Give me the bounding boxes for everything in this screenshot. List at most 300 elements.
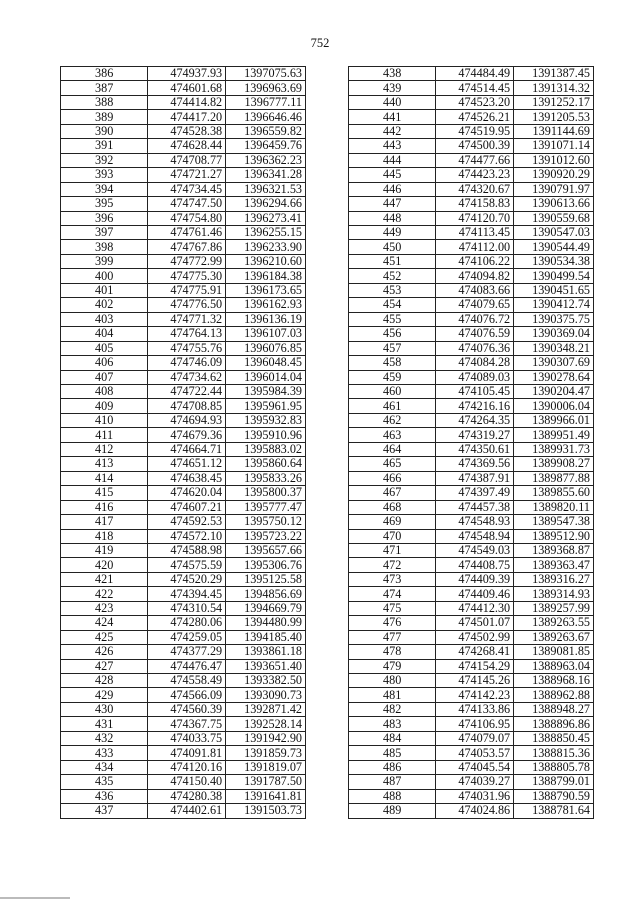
y-coordinate-cell: 1390307.69: [514, 356, 594, 370]
y-coordinate-cell: 1390544.49: [514, 240, 594, 254]
point-number-cell: 396: [61, 211, 148, 225]
point-number-cell: 393: [61, 168, 148, 182]
x-coordinate-cell: 474412.30: [436, 601, 514, 615]
x-coordinate-cell: 474476.47: [148, 659, 226, 673]
table-row: [61, 731, 306, 745]
x-coordinate-cell: 474560.39: [148, 702, 226, 716]
point-number-cell: 425: [61, 630, 148, 644]
x-coordinate-cell: 474477.66: [436, 153, 514, 167]
y-coordinate-cell: 1392528.14: [226, 717, 306, 731]
y-coordinate-cell: 1389951.49: [514, 428, 594, 442]
point-number-cell: 464: [349, 442, 436, 456]
y-coordinate-cell: 1391144.69: [514, 124, 594, 138]
point-number-cell: 392: [61, 153, 148, 167]
table-row: [349, 240, 594, 254]
y-coordinate-cell: 1392871.42: [226, 702, 306, 716]
table-row: [61, 601, 306, 615]
x-coordinate-cell: 474350.61: [436, 442, 514, 456]
x-coordinate-cell: 474734.62: [148, 370, 226, 384]
y-coordinate-cell: 1397075.63: [226, 67, 306, 81]
table-row: [349, 168, 594, 182]
point-number-cell: 462: [349, 413, 436, 427]
table-row: [61, 500, 306, 514]
point-number-cell: 482: [349, 702, 436, 716]
point-number-cell: 407: [61, 370, 148, 384]
point-number-cell: 387: [61, 81, 148, 95]
table-row: [349, 254, 594, 268]
y-coordinate-cell: 1393651.40: [226, 659, 306, 673]
x-coordinate-cell: 474377.29: [148, 645, 226, 659]
x-coordinate-cell: 474076.72: [436, 312, 514, 326]
table-row: [61, 124, 306, 138]
x-coordinate-cell: 474755.76: [148, 341, 226, 355]
y-coordinate-cell: 1396233.90: [226, 240, 306, 254]
y-coordinate-cell: 1394480.99: [226, 616, 306, 630]
point-number-cell: 467: [349, 486, 436, 500]
y-coordinate-cell: 1391252.17: [514, 95, 594, 109]
point-number-cell: 419: [61, 543, 148, 557]
table-row: [61, 341, 306, 355]
table-row: [349, 370, 594, 384]
x-coordinate-cell: 474767.86: [148, 240, 226, 254]
table-row: [61, 529, 306, 543]
x-coordinate-cell: 474572.10: [148, 529, 226, 543]
table-row: [349, 95, 594, 109]
table-row: [61, 746, 306, 760]
y-coordinate-cell: 1396459.76: [226, 139, 306, 153]
x-coordinate-cell: 474754.80: [148, 211, 226, 225]
table-row: [61, 298, 306, 312]
table-row: [61, 486, 306, 500]
y-coordinate-cell: 1395961.95: [226, 399, 306, 413]
table-row: [349, 760, 594, 774]
y-coordinate-cell: 1389316.27: [514, 572, 594, 586]
point-number-cell: 391: [61, 139, 148, 153]
x-coordinate-cell: 474764.13: [148, 327, 226, 341]
x-coordinate-cell: 474053.57: [436, 746, 514, 760]
point-number-cell: 456: [349, 327, 436, 341]
table-row: [349, 731, 594, 745]
table-row: [61, 384, 306, 398]
point-number-cell: 477: [349, 630, 436, 644]
x-coordinate-cell: 474414.82: [148, 95, 226, 109]
x-coordinate-cell: 474113.45: [436, 225, 514, 239]
x-coordinate-cell: 474106.22: [436, 254, 514, 268]
table-row: [349, 269, 594, 283]
y-coordinate-cell: 1389512.90: [514, 529, 594, 543]
table-row: [349, 153, 594, 167]
point-number-cell: 410: [61, 413, 148, 427]
y-coordinate-cell: 1396559.82: [226, 124, 306, 138]
x-coordinate-cell: 474423.23: [436, 168, 514, 182]
table-row: [349, 804, 594, 818]
scan-edge-mark: [0, 897, 70, 899]
table-row: [349, 659, 594, 673]
point-number-cell: 480: [349, 674, 436, 688]
y-coordinate-cell: 1390534.38: [514, 254, 594, 268]
x-coordinate-cell: 474264.35: [436, 413, 514, 427]
y-coordinate-cell: 1393090.73: [226, 688, 306, 702]
point-number-cell: 445: [349, 168, 436, 182]
y-coordinate-cell: 1389363.47: [514, 558, 594, 572]
point-number-cell: 469: [349, 515, 436, 529]
point-number-cell: 416: [61, 500, 148, 514]
table-row: [61, 240, 306, 254]
table-row: [61, 471, 306, 485]
x-coordinate-cell: 474502.99: [436, 630, 514, 644]
y-coordinate-cell: 1393382.50: [226, 674, 306, 688]
point-number-cell: 441: [349, 110, 436, 124]
table-row: [61, 674, 306, 688]
table-row: [349, 124, 594, 138]
x-coordinate-cell: 474158.83: [436, 197, 514, 211]
table-row: [349, 81, 594, 95]
x-coordinate-cell: 474548.94: [436, 529, 514, 543]
point-number-cell: 442: [349, 124, 436, 138]
y-coordinate-cell: 1395910.96: [226, 428, 306, 442]
y-coordinate-cell: 1390348.21: [514, 341, 594, 355]
y-coordinate-cell: 1389855.60: [514, 486, 594, 500]
table-row: [349, 67, 594, 81]
y-coordinate-cell: 1395657.66: [226, 543, 306, 557]
x-coordinate-cell: 474575.59: [148, 558, 226, 572]
table-row: [61, 775, 306, 789]
table-row: [61, 81, 306, 95]
x-coordinate-cell: 474319.27: [436, 428, 514, 442]
table-row: [349, 674, 594, 688]
y-coordinate-cell: 1390369.04: [514, 327, 594, 341]
x-coordinate-cell: 474402.61: [148, 804, 226, 818]
table-row: [61, 587, 306, 601]
table-row: [61, 630, 306, 644]
table-row: [349, 139, 594, 153]
x-coordinate-cell: 474771.32: [148, 312, 226, 326]
point-number-cell: 487: [349, 775, 436, 789]
point-number-cell: 453: [349, 283, 436, 297]
point-number-cell: 439: [349, 81, 436, 95]
y-coordinate-cell: 1388805.78: [514, 760, 594, 774]
point-number-cell: 448: [349, 211, 436, 225]
point-number-cell: 388: [61, 95, 148, 109]
table-row: [349, 702, 594, 716]
x-coordinate-cell: 474501.07: [436, 616, 514, 630]
y-coordinate-cell: 1391071.14: [514, 139, 594, 153]
y-coordinate-cell: 1396136.19: [226, 312, 306, 326]
y-coordinate-cell: 1395750.12: [226, 515, 306, 529]
table-row: [61, 225, 306, 239]
point-number-cell: 488: [349, 789, 436, 803]
y-coordinate-cell: 1394669.79: [226, 601, 306, 615]
y-coordinate-cell: 1391641.81: [226, 789, 306, 803]
table-row: [349, 182, 594, 196]
point-number-cell: 463: [349, 428, 436, 442]
table-row: [61, 399, 306, 413]
table-row: [349, 399, 594, 413]
x-coordinate-cell: 474033.75: [148, 731, 226, 745]
y-coordinate-cell: 1395883.02: [226, 442, 306, 456]
y-coordinate-cell: 1391314.32: [514, 81, 594, 95]
table-row: [61, 659, 306, 673]
point-number-cell: 483: [349, 717, 436, 731]
x-coordinate-cell: 474607.21: [148, 500, 226, 514]
table-row: [349, 616, 594, 630]
x-coordinate-cell: 474772.99: [148, 254, 226, 268]
table-row: [61, 197, 306, 211]
y-coordinate-cell: 1396162.93: [226, 298, 306, 312]
x-coordinate-cell: 474076.59: [436, 327, 514, 341]
point-number-cell: 402: [61, 298, 148, 312]
x-coordinate-cell: 474775.91: [148, 283, 226, 297]
x-coordinate-cell: 474083.66: [436, 283, 514, 297]
y-coordinate-cell: 1396963.69: [226, 81, 306, 95]
table-row: [61, 760, 306, 774]
table-row: [349, 630, 594, 644]
x-coordinate-cell: 474601.68: [148, 81, 226, 95]
y-coordinate-cell: 1396014.04: [226, 370, 306, 384]
x-coordinate-cell: 474549.03: [436, 543, 514, 557]
point-number-cell: 432: [61, 731, 148, 745]
table-row: [61, 182, 306, 196]
point-number-cell: 409: [61, 399, 148, 413]
point-number-cell: 417: [61, 515, 148, 529]
point-number-cell: 398: [61, 240, 148, 254]
x-coordinate-cell: 474409.39: [436, 572, 514, 586]
point-number-cell: 458: [349, 356, 436, 370]
x-coordinate-cell: 474394.45: [148, 587, 226, 601]
y-coordinate-cell: 1393861.18: [226, 645, 306, 659]
y-coordinate-cell: 1388850.45: [514, 731, 594, 745]
point-number-cell: 421: [61, 572, 148, 586]
y-coordinate-cell: 1396341.28: [226, 168, 306, 182]
point-number-cell: 465: [349, 457, 436, 471]
table-row: [349, 543, 594, 557]
x-coordinate-cell: 474775.30: [148, 269, 226, 283]
point-number-cell: 486: [349, 760, 436, 774]
y-coordinate-cell: 1395800.37: [226, 486, 306, 500]
point-number-cell: 484: [349, 731, 436, 745]
point-number-cell: 412: [61, 442, 148, 456]
y-coordinate-cell: 1396173.65: [226, 283, 306, 297]
point-number-cell: 408: [61, 384, 148, 398]
point-number-cell: 386: [61, 67, 148, 81]
point-number-cell: 476: [349, 616, 436, 630]
point-number-cell: 474: [349, 587, 436, 601]
point-number-cell: 452: [349, 269, 436, 283]
x-coordinate-cell: 474761.46: [148, 225, 226, 239]
y-coordinate-cell: 1396273.41: [226, 211, 306, 225]
point-number-cell: 478: [349, 645, 436, 659]
x-coordinate-cell: 474664.71: [148, 442, 226, 456]
x-coordinate-cell: 474746.09: [148, 356, 226, 370]
y-coordinate-cell: 1389908.27: [514, 457, 594, 471]
table-row: [61, 717, 306, 731]
table-row: [61, 283, 306, 297]
table-row: [349, 529, 594, 543]
y-coordinate-cell: 1388963.04: [514, 659, 594, 673]
point-number-cell: 485: [349, 746, 436, 760]
table-row: [61, 95, 306, 109]
y-coordinate-cell: 1389966.01: [514, 413, 594, 427]
y-coordinate-cell: 1389368.87: [514, 543, 594, 557]
table-row: [349, 356, 594, 370]
point-number-cell: 472: [349, 558, 436, 572]
table-row: [61, 110, 306, 124]
y-coordinate-cell: 1395306.76: [226, 558, 306, 572]
y-coordinate-cell: 1396321.53: [226, 182, 306, 196]
table-row: [349, 341, 594, 355]
x-coordinate-cell: 474558.49: [148, 674, 226, 688]
point-number-cell: 403: [61, 312, 148, 326]
table-row: [61, 312, 306, 326]
y-coordinate-cell: 1395860.64: [226, 457, 306, 471]
table-row: [61, 688, 306, 702]
x-coordinate-cell: 474937.93: [148, 67, 226, 81]
y-coordinate-cell: 1394856.69: [226, 587, 306, 601]
x-coordinate-cell: 474387.91: [436, 471, 514, 485]
point-number-cell: 400: [61, 269, 148, 283]
table-row: [61, 327, 306, 341]
y-coordinate-cell: 1396048.45: [226, 356, 306, 370]
point-number-cell: 390: [61, 124, 148, 138]
table-row: [61, 616, 306, 630]
table-row: [349, 327, 594, 341]
y-coordinate-cell: 1391503.73: [226, 804, 306, 818]
point-number-cell: 468: [349, 500, 436, 514]
point-number-cell: 389: [61, 110, 148, 124]
point-number-cell: 470: [349, 529, 436, 543]
table-row: [61, 269, 306, 283]
point-number-cell: 427: [61, 659, 148, 673]
table-row: [61, 370, 306, 384]
x-coordinate-cell: 474528.38: [148, 124, 226, 138]
coordinate-table-right: [348, 66, 594, 819]
table-row: [61, 789, 306, 803]
y-coordinate-cell: 1390204.47: [514, 384, 594, 398]
y-coordinate-cell: 1396777.11: [226, 95, 306, 109]
point-number-cell: 449: [349, 225, 436, 239]
point-number-cell: 471: [349, 543, 436, 557]
table-row: [349, 457, 594, 471]
point-number-cell: 418: [61, 529, 148, 543]
y-coordinate-cell: 1395723.22: [226, 529, 306, 543]
y-coordinate-cell: 1396210.60: [226, 254, 306, 268]
point-number-cell: 436: [61, 789, 148, 803]
x-coordinate-cell: 474694.93: [148, 413, 226, 427]
table-row: [349, 587, 594, 601]
table-row: [61, 804, 306, 818]
y-coordinate-cell: 1391859.73: [226, 746, 306, 760]
x-coordinate-cell: 474638.45: [148, 471, 226, 485]
y-coordinate-cell: 1389877.88: [514, 471, 594, 485]
y-coordinate-cell: 1388781.64: [514, 804, 594, 818]
y-coordinate-cell: 1396255.15: [226, 225, 306, 239]
x-coordinate-cell: 474747.50: [148, 197, 226, 211]
table-row: [349, 645, 594, 659]
x-coordinate-cell: 474045.54: [436, 760, 514, 774]
point-number-cell: 440: [349, 95, 436, 109]
point-number-cell: 433: [61, 746, 148, 760]
x-coordinate-cell: 474708.77: [148, 153, 226, 167]
table-row: [61, 211, 306, 225]
y-coordinate-cell: 1391387.45: [514, 67, 594, 81]
table-row: [61, 168, 306, 182]
y-coordinate-cell: 1389263.67: [514, 630, 594, 644]
point-number-cell: 430: [61, 702, 148, 716]
point-number-cell: 444: [349, 153, 436, 167]
x-coordinate-cell: 474708.85: [148, 399, 226, 413]
point-number-cell: 446: [349, 182, 436, 196]
table-row: [61, 67, 306, 81]
table-row: [349, 775, 594, 789]
point-number-cell: 447: [349, 197, 436, 211]
x-coordinate-cell: 474592.53: [148, 515, 226, 529]
table-row: [349, 197, 594, 211]
x-coordinate-cell: 474089.03: [436, 370, 514, 384]
x-coordinate-cell: 474526.21: [436, 110, 514, 124]
table-row: [349, 225, 594, 239]
x-coordinate-cell: 474112.00: [436, 240, 514, 254]
x-coordinate-cell: 474367.75: [148, 717, 226, 731]
y-coordinate-cell: 1389820.11: [514, 500, 594, 514]
table-row: [61, 153, 306, 167]
x-coordinate-cell: 474523.20: [436, 95, 514, 109]
y-coordinate-cell: 1390613.66: [514, 197, 594, 211]
point-number-cell: 434: [61, 760, 148, 774]
x-coordinate-cell: 474079.07: [436, 731, 514, 745]
x-coordinate-cell: 474079.65: [436, 298, 514, 312]
table-row: [61, 558, 306, 572]
y-coordinate-cell: 1390278.64: [514, 370, 594, 384]
y-coordinate-cell: 1394185.40: [226, 630, 306, 644]
point-number-cell: 451: [349, 254, 436, 268]
x-coordinate-cell: 474280.06: [148, 616, 226, 630]
y-coordinate-cell: 1396294.66: [226, 197, 306, 211]
point-number-cell: 424: [61, 616, 148, 630]
point-number-cell: 401: [61, 283, 148, 297]
point-number-cell: 431: [61, 717, 148, 731]
y-coordinate-cell: 1388790.59: [514, 789, 594, 803]
table-row: [349, 486, 594, 500]
x-coordinate-cell: 474154.29: [436, 659, 514, 673]
y-coordinate-cell: 1388968.16: [514, 674, 594, 688]
point-number-cell: 415: [61, 486, 148, 500]
y-coordinate-cell: 1396076.85: [226, 341, 306, 355]
point-number-cell: 420: [61, 558, 148, 572]
y-coordinate-cell: 1388962.88: [514, 688, 594, 702]
point-number-cell: 438: [349, 67, 436, 81]
table-row: [349, 746, 594, 760]
point-number-cell: 395: [61, 197, 148, 211]
x-coordinate-cell: 474216.16: [436, 399, 514, 413]
coordinate-table-left: [60, 66, 306, 819]
y-coordinate-cell: 1395777.47: [226, 500, 306, 514]
x-coordinate-cell: 474106.95: [436, 717, 514, 731]
y-coordinate-cell: 1390920.29: [514, 168, 594, 182]
point-number-cell: 466: [349, 471, 436, 485]
y-coordinate-cell: 1395125.58: [226, 572, 306, 586]
x-coordinate-cell: 474397.49: [436, 486, 514, 500]
x-coordinate-cell: 474457.38: [436, 500, 514, 514]
y-coordinate-cell: 1391012.60: [514, 153, 594, 167]
y-coordinate-cell: 1390412.74: [514, 298, 594, 312]
table-row: [349, 384, 594, 398]
point-number-cell: 460: [349, 384, 436, 398]
point-number-cell: 459: [349, 370, 436, 384]
point-number-cell: 437: [61, 804, 148, 818]
y-coordinate-cell: 1395833.26: [226, 471, 306, 485]
point-number-cell: 443: [349, 139, 436, 153]
point-number-cell: 457: [349, 341, 436, 355]
